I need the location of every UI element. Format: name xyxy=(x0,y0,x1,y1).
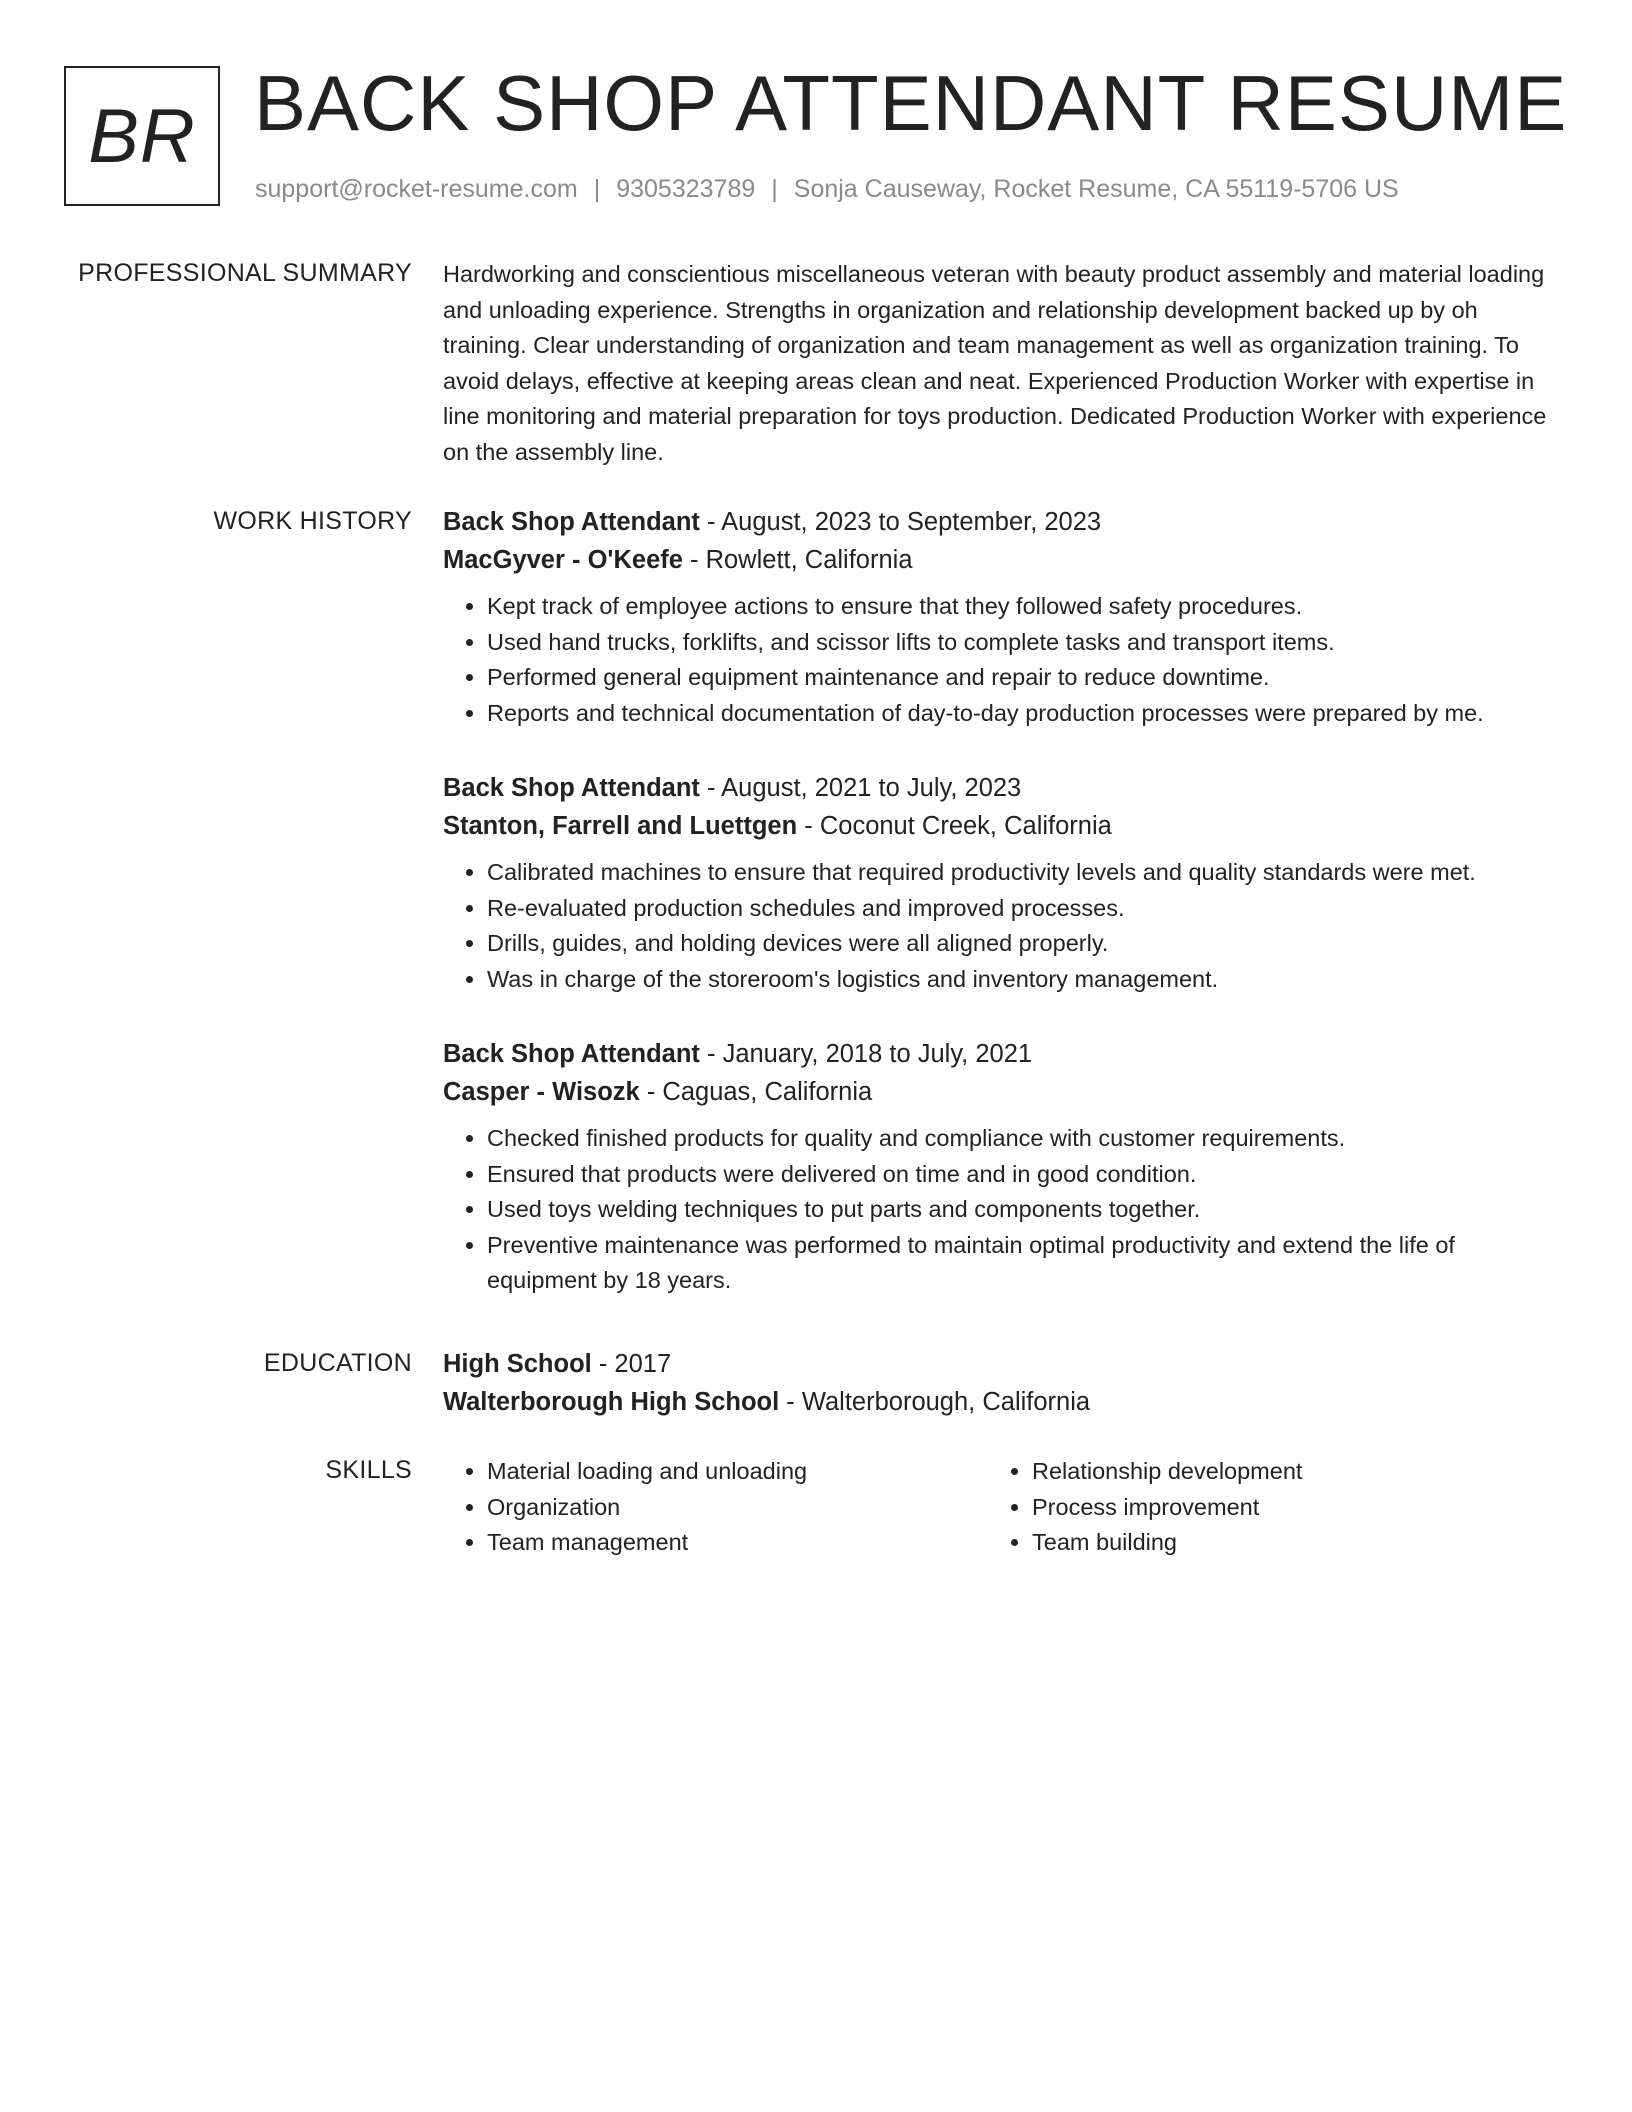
job-company-line xyxy=(443,807,1553,845)
list-item: • Used hand trucks, forklifts, and scissor lifts to complete tasks and transport items. xyxy=(487,625,1553,661)
contact-line xyxy=(255,172,1399,206)
skills-columns xyxy=(443,1454,1553,1561)
skill-item: • Organization xyxy=(487,1490,988,1526)
education-degree-line xyxy=(443,1345,1553,1383)
job-location: - Rowlett, California xyxy=(682,546,913,574)
job-title: Back Shop Attendant xyxy=(443,1040,700,1068)
list-item: • Checked finished products for quality and compliance with customer requirements. xyxy=(487,1121,1553,1157)
skill-item: • Relationship development xyxy=(1032,1454,1533,1490)
job-company: Stanton, Farrell and Luettgen xyxy=(443,812,798,840)
job-entry xyxy=(443,769,1553,997)
job-duties-list xyxy=(443,589,1553,731)
skills-heading: SKILLS xyxy=(325,1456,412,1484)
list-item: • Performed general equipment maintenance and repair to reduce downtime. xyxy=(487,660,1553,696)
education-degree: High School xyxy=(443,1350,592,1378)
contact-address: Sonja Causeway, Rocket Resume, CA 55119-5706 US xyxy=(793,175,1399,203)
list-item: • Was in charge of the storeroom's logistics and inventory management. xyxy=(487,962,1553,998)
job-company: MacGyver - O'Keefe xyxy=(443,546,683,574)
work-history-heading: WORK HISTORY xyxy=(213,507,412,535)
job-entry xyxy=(443,1035,1553,1299)
list-item: • Ensured that products were delivered on time and in good condition. xyxy=(487,1157,1553,1193)
list-item: • Drills, guides, and holding devices were all aligned properly. xyxy=(487,926,1553,962)
list-item: • Calibrated machines to ensure that required productivity levels and quality standards were met. xyxy=(487,855,1553,891)
education-location: - Walterborough, California xyxy=(779,1388,1091,1416)
job-title-line xyxy=(443,769,1553,807)
job-duties-list xyxy=(443,1121,1553,1299)
summary-heading: PROFESSIONAL SUMMARY xyxy=(78,259,412,287)
job-title: Back Shop Attendant xyxy=(443,774,700,802)
job-dates: - August, 2021 to July, 2023 xyxy=(699,774,1022,802)
job-dates: - January, 2018 to July, 2021 xyxy=(699,1040,1033,1068)
list-item: • Re-evaluated production schedules and improved processes. xyxy=(487,891,1553,927)
skills-list-right xyxy=(988,1454,1533,1561)
job-company-line xyxy=(443,541,1553,579)
skill-item: • Material loading and unloading xyxy=(487,1454,988,1490)
job-dates: - August, 2023 to September, 2023 xyxy=(699,508,1102,536)
skills-list-left xyxy=(443,1454,988,1561)
job-entry xyxy=(443,503,1553,731)
skill-item: • Process improvement xyxy=(1032,1490,1533,1526)
job-location: - Coconut Creek, California xyxy=(797,812,1112,840)
job-location: - Caguas, California xyxy=(639,1078,873,1106)
education-school-line xyxy=(443,1383,1553,1421)
skill-item: • Team building xyxy=(1032,1525,1533,1561)
education-year: - 2017 xyxy=(591,1350,672,1378)
monogram-box xyxy=(64,66,220,206)
summary-text: Hardworking and conscientious miscellaneous veteran with beauty product assembly and material loading and unloading experience. Strengths in organization and relationship development backed up by oh training. Clear understanding of organization and team management as well as organization training. To avoid delays, effective at keeping areas clean and neat. Experienced Production Worker with expertise in line monitoring and material preparation for toys production. Dedicated Production Worker with experience on the assembly line. xyxy=(443,261,1547,465)
job-title-line xyxy=(443,503,1553,541)
job-duties-list xyxy=(443,855,1553,997)
education-school: Walterborough High School xyxy=(443,1388,780,1416)
monogram-initials: BR xyxy=(88,93,196,179)
list-item: • Kept track of employee actions to ensure that they followed safety procedures. xyxy=(487,589,1553,625)
list-item: • Used toys welding techniques to put parts and components together. xyxy=(487,1192,1553,1228)
job-company: Casper - Wisozk xyxy=(443,1078,640,1106)
contact-separator: | xyxy=(593,175,601,203)
skill-item: • Team management xyxy=(487,1525,988,1561)
contact-phone: 9305323789 xyxy=(616,175,756,203)
education-heading: EDUCATION xyxy=(263,1349,412,1377)
resume-title: BACK SHOP ATTENDANT RESUME xyxy=(254,59,1568,147)
list-item: • Reports and technical documentation of day-to-day production processes were prepared by me. xyxy=(487,696,1553,732)
job-company-line xyxy=(443,1073,1553,1111)
job-title-line xyxy=(443,1035,1553,1073)
contact-email[interactable]: support@rocket-resume.com xyxy=(255,175,578,203)
list-item: • Preventive maintenance was performed to maintain optimal productivity and extend the life of equipment by 18 years. xyxy=(487,1228,1553,1299)
contact-separator: | xyxy=(771,175,778,203)
job-title: Back Shop Attendant xyxy=(443,508,700,536)
